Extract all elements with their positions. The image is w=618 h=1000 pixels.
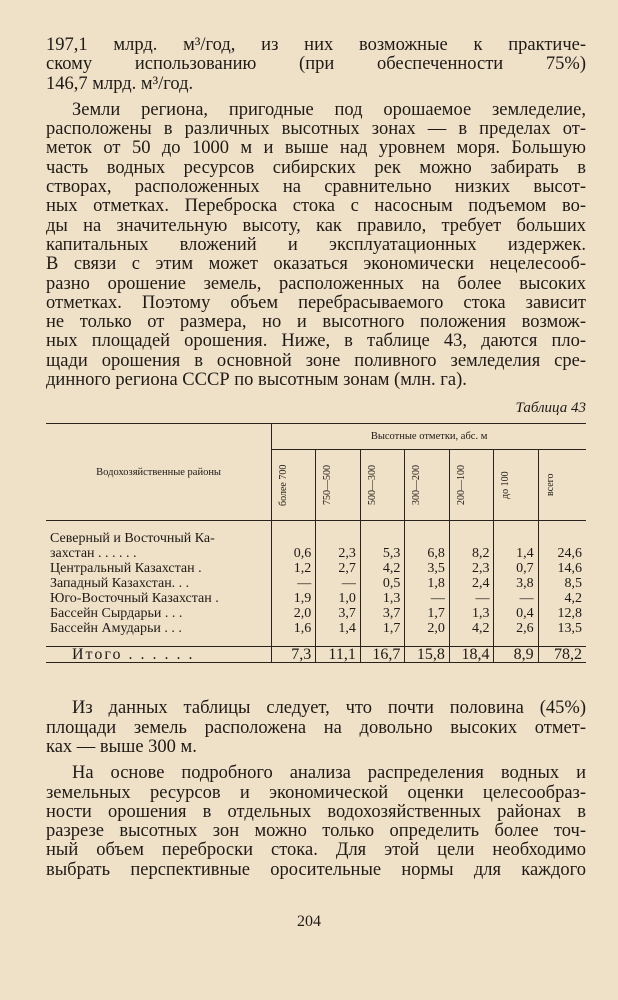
text-line: отметках. Поэтому объем перебрасываемого стока зависит [46, 292, 586, 313]
table-cell: 13,5 [538, 621, 586, 647]
total-cell: 8,9 [494, 647, 538, 663]
table-cell: 1,9 [272, 591, 316, 606]
text-line: ный объем переброски стока. Для этой цели необходимо [46, 840, 586, 861]
region-name: Бассейн Амударьи . . . [50, 621, 182, 637]
table-cell: 4,2 [538, 591, 586, 606]
paragraph-4 [46, 764, 586, 880]
total-row [46, 647, 586, 663]
total-cell: 16,7 [360, 647, 405, 663]
region-column-header: Водохозяйственные районы [96, 466, 221, 478]
table-cell: 1,0 [316, 591, 361, 606]
table-cell: 2,4 [449, 576, 494, 591]
table-cell: 1,2 [272, 561, 316, 576]
text-line: динного региона СССР по высотным зонам (млн. га). [46, 370, 467, 391]
table-cell: 12,8 [538, 606, 586, 621]
table-cell: 3,5 [405, 561, 450, 576]
text-line: 146,7 млрд. м³/год. [46, 73, 194, 94]
paragraph-1 [46, 36, 586, 94]
table-cell: 2,6 [494, 621, 538, 647]
text-line: ности орошения в отдельных водохозяйственных районах в [46, 801, 586, 822]
table-cell: — [494, 591, 538, 606]
text-line: 197,1 млрд. м³/год, из них возможные к практиче- [46, 35, 586, 55]
table-row [46, 621, 586, 647]
table-row [46, 576, 586, 591]
text-line: На основе подробного анализа распределения водных и [72, 763, 586, 784]
total-cell: 15,8 [405, 647, 450, 663]
text-line: щади орошения в основной зоне поливного земледелия сре- [46, 350, 586, 371]
table-row [46, 561, 586, 576]
text-line: В связи с этим может оказаться экономически нецелесооб- [46, 254, 586, 275]
text-line: меток от 50 до 1000 м и выше над уровнем моря. Большую [46, 138, 586, 159]
table-cell: 2,0 [272, 606, 316, 621]
text-line: капитальных вложений и эксплуатационных издержек. [46, 234, 586, 255]
text-line: ды на значительную высоту, как правило, требует больших [46, 215, 586, 236]
paragraph-2 [46, 101, 586, 390]
table-cell: — [405, 591, 450, 606]
table-cell: 3,8 [494, 576, 538, 591]
text-line: скому использованию (при обеспеченности 75%) [46, 54, 586, 75]
table-cell: 1,3 [449, 606, 494, 621]
text-line: створах, расположенных на сравнительно низких высот- [46, 177, 586, 198]
text-line: выбрать перспективные оросительные нормы для каждого [46, 859, 586, 880]
table-cell: 0,7 [494, 561, 538, 576]
paragraph-3 [46, 699, 586, 757]
table-cell: — [449, 591, 494, 606]
table-cell: 24,6 [538, 546, 586, 561]
table-row [46, 591, 586, 606]
column-header: 500—300 [366, 465, 378, 506]
text-line: часть водных ресурсов сибирских рек можно забирать в [46, 157, 586, 178]
column-header: 200—100 [455, 465, 467, 506]
table-cell: 3,7 [360, 606, 405, 621]
column-header: 750—500 [322, 465, 334, 506]
text-line: расположены в различных высотных зонах — в пределах от- [46, 119, 586, 140]
column-header: 300—200 [411, 465, 423, 506]
table-cell: 3,7 [316, 606, 361, 621]
table-cell: 1,8 [405, 576, 450, 591]
table-cell: 1,4 [494, 546, 538, 561]
column-header: всего [544, 474, 556, 497]
table-cell: 1,7 [405, 606, 450, 621]
table-cell: 8,2 [449, 546, 494, 561]
table-cell: 0,5 [360, 576, 405, 591]
total-cell: 18,4 [449, 647, 494, 663]
group-column-header: Высотные отметки, абс. м [272, 424, 586, 450]
total-label: Итого . . . . . . [72, 646, 195, 664]
text-line: площади земель расположена на довольно высоких отмет- [46, 717, 586, 738]
region-name-continued: захстан . . . . . . [50, 546, 137, 562]
column-header: до 100 [500, 471, 512, 500]
region-name: Западный Казахстан. . . [50, 576, 190, 592]
table-cell: 1,3 [360, 591, 405, 606]
table-cell: 5,3 [360, 546, 405, 561]
table-cell: 2,7 [316, 561, 361, 576]
total-cell: 11,1 [316, 647, 361, 663]
table-caption: Таблица 43 [515, 400, 586, 417]
text-line: ных отметках. Переброска стока с насосным подъемом во- [46, 196, 586, 217]
table-cell: 0,6 [272, 546, 316, 561]
data-table [46, 423, 586, 663]
column-header: более 700 [278, 464, 290, 507]
total-cell: 78,2 [538, 647, 586, 663]
table-cell: 2,3 [316, 546, 361, 561]
table-cell: — [316, 576, 361, 591]
region-name: Юго-Восточный Казахстан . [50, 591, 219, 607]
text-line: разно орошение земель, расположенных на более высоких [46, 273, 586, 294]
region-name: Центральный Казахстан . [50, 561, 202, 577]
table-cell: 4,2 [449, 621, 494, 647]
table-cell: — [272, 576, 316, 591]
text-line: ках — выше 300 м. [46, 736, 197, 757]
total-cell: 7,3 [272, 647, 316, 663]
table-row [46, 546, 586, 561]
region-name: Бассейн Сырдарьи . . . [50, 606, 183, 622]
table-row [46, 606, 586, 621]
table-cell: 4,2 [360, 561, 405, 576]
table-cell: 2,0 [405, 621, 450, 647]
text-line: ных площадей орошения. Ниже, в таблице 43, даются пло- [46, 331, 586, 352]
text-line: разрезе высотных зон можно только определить более точ- [46, 821, 586, 842]
text-line: земельных ресурсов и экономической оценки целесообраз- [46, 782, 586, 803]
table-cell: 0,4 [494, 606, 538, 621]
region-name: Северный и Восточный Ка- [50, 531, 215, 547]
text-line: Земли региона, пригодные под орошаемое земледелие, [72, 99, 586, 120]
table-cell: 1,7 [360, 621, 405, 647]
text-line: не только от размера, но и высотного положения возмож- [46, 312, 586, 333]
page-number: 204 [297, 913, 321, 930]
table-cell: 14,6 [538, 561, 586, 576]
table-cell: 2,3 [449, 561, 494, 576]
table-cell: 8,5 [538, 576, 586, 591]
table-row [46, 521, 586, 547]
page-body [46, 36, 586, 880]
table-cell: 6,8 [405, 546, 450, 561]
text-line: Из данных таблицы следует, что почти половина (45%) [72, 698, 586, 719]
table-cell: 1,4 [316, 621, 361, 647]
table-cell: 1,6 [272, 621, 316, 647]
